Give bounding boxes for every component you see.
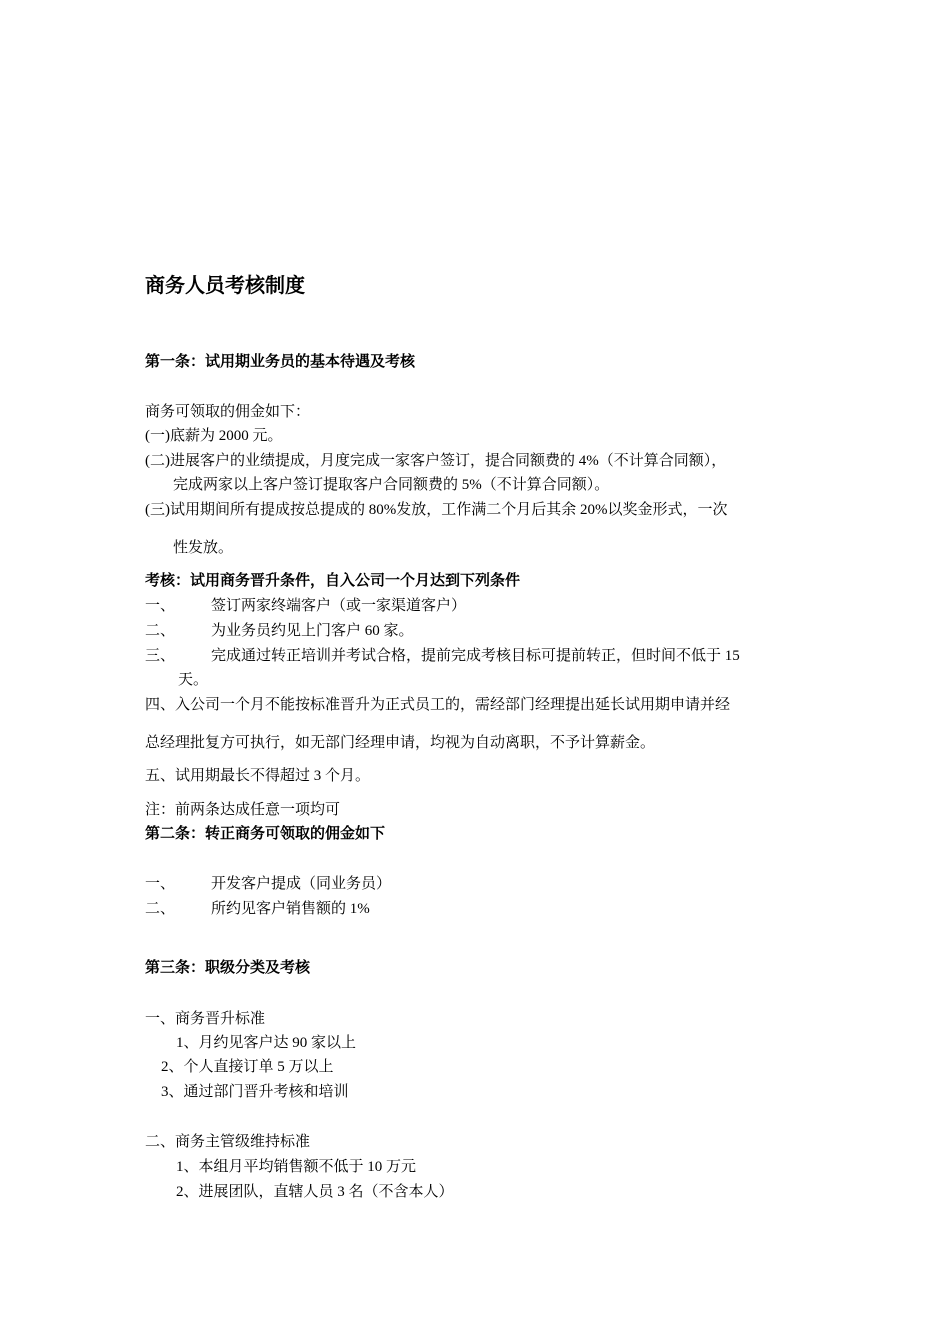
article1-intro: 商务可领取的佣金如下： (145, 404, 311, 420)
article1-heading: 第一条：试用期业务员的基本待遇及考核 (145, 354, 416, 370)
condition-4-line1: 四、入公司一个月不能按标准晋升为正式员工的，需经部门经理提出延长试用期申请并经 (145, 697, 731, 713)
article2-item2 (145, 899, 370, 919)
condition-2-text: 为业务员约见上门客户 60 家。 (211, 623, 414, 639)
condition-1 (145, 596, 466, 616)
condition-2 (145, 621, 414, 641)
assess-heading: 考核：试用商务晋升条件，自入公司一个月达到下列条件 (145, 573, 521, 589)
article2-item2-text: 所约见客户销售额的 1% (211, 901, 370, 917)
article3-section2: 二、商务主管级维持标准 (145, 1134, 311, 1150)
article3-s1-item2: 2、个人直接订单 5 万以上 (161, 1059, 334, 1075)
condition-1-text: 签订两家终端客户（或一家渠道客户） (211, 598, 467, 614)
condition-1-number: 一、 (145, 598, 176, 614)
article3-heading: 第三条：职级分类及考核 (145, 960, 311, 976)
condition-2-number: 二、 (145, 623, 176, 639)
article3-s1-item1: 1、月约见客户达 90 家以上 (176, 1035, 357, 1051)
article2-item2-number: 二、 (145, 901, 176, 917)
article3-section1: 一、商务晋升标准 (145, 1011, 266, 1027)
article2-item1 (145, 874, 391, 894)
note: 注：前两条达成任意一项均可 (145, 802, 341, 818)
article1-item3-line2: 性发放。 (173, 540, 234, 556)
condition-5: 五、试用期最长不得超过 3 个月。 (145, 768, 371, 784)
article3-s2-item1: 1、本组月平均销售额不低于 10 万元 (176, 1159, 417, 1175)
article1-item2-line2: 完成两家以上客户签订提取客户合同额费的 5%（不计算合同额）。 (173, 477, 610, 493)
condition-3-number: 三、 (145, 648, 176, 664)
article3-s2-item2: 2、进展团队，直辖人员 3 名（不含本人） (176, 1184, 454, 1200)
article2-item1-number: 一、 (145, 876, 176, 892)
article1-item2-line1: (二)进展客户的业绩提成，月度完成一家客户签订，提合同额费的 4%（不计算合同额）， (145, 453, 727, 469)
article3-s1-item3: 3、通过部门晋升考核和培训 (161, 1084, 349, 1100)
article1-item1: (一)底薪为 2000 元。 (145, 428, 283, 444)
condition-3-text: 完成通过转正培训并考试合格，提前完成考核目标可提前转正，但时间不低于 15 (211, 648, 740, 664)
article2-heading: 第二条：转正商务可领取的佣金如下 (145, 826, 386, 842)
article1-item3-line1: (三)试用期间所有提成按总提成的 80%发放，工作满二个月后其余 20%以奖金形式，一次 (145, 502, 728, 518)
condition-3-line2: 天。 (178, 672, 209, 688)
condition-4-line2: 总经理批复方可执行，如无部门经理申请，均视为自动离职，不予计算薪金。 (145, 735, 656, 751)
article2-item1-text: 开发客户提成（同业务员） (211, 876, 392, 892)
condition-3 (145, 646, 740, 666)
document-title: 商务人员考核制度 (145, 275, 305, 297)
